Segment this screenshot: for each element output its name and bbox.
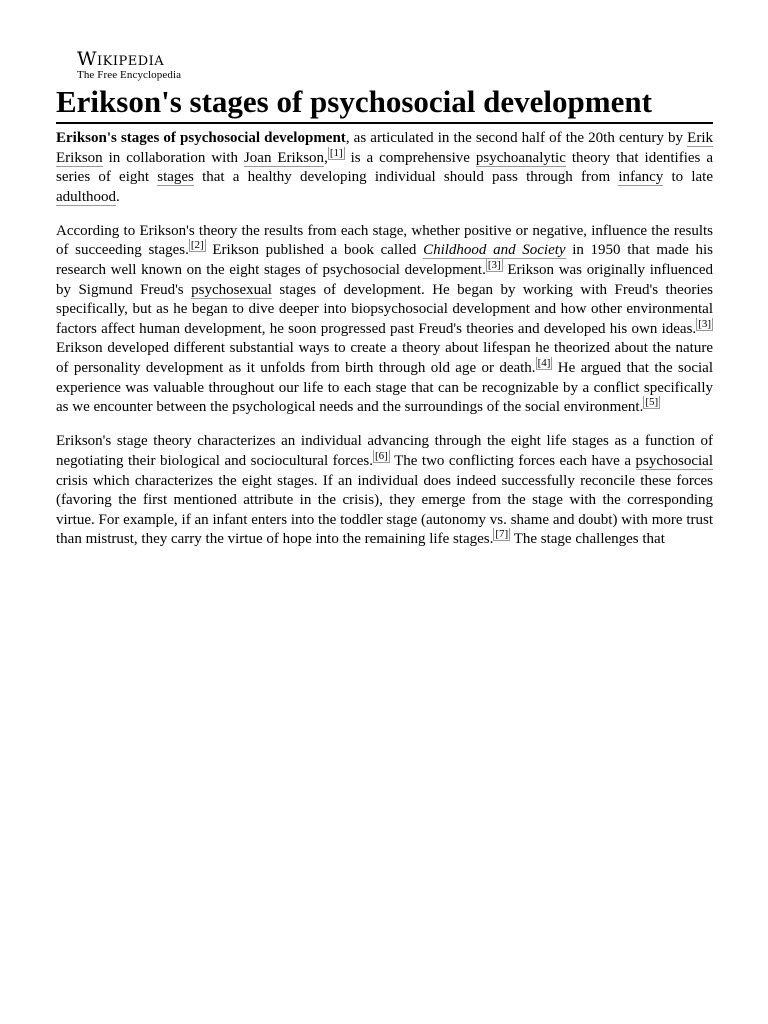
paragraph-text: Erikson developed different substantial ways to create a theory about lifespan he theorized about the nature of personality development as it unfolds from birth through old age or death. (56, 340, 713, 377)
citation-3[interactable] (486, 259, 503, 272)
citation-7[interactable] (493, 528, 510, 541)
citation-label[interactable]: [7] (495, 528, 509, 541)
citation-label[interactable]: [6] (375, 449, 388, 462)
paragraph-text: , as articulated in the second half of the 20th century by (345, 130, 688, 146)
citation-2[interactable] (189, 239, 206, 252)
citation-label[interactable]: [1] (329, 146, 343, 159)
paragraph-text: , (324, 149, 328, 166)
citation-4[interactable] (536, 357, 553, 370)
logo-wordmark: Wikipedia (77, 48, 165, 70)
paragraph-intro (56, 129, 713, 207)
link-childhood-and-society[interactable] (423, 242, 565, 259)
paragraph-text: that a healthy developing individual should pass through from (193, 169, 619, 186)
paragraph-text: The stage challenges that (510, 531, 665, 548)
link-psychosocial[interactable]: psychosocial (635, 452, 713, 469)
citation-1[interactable] (328, 147, 345, 160)
link-psychoanalytic[interactable]: psychoanalytic (475, 149, 566, 166)
paragraph-text: He argued that the social experience was valuable throughout our life to each stage that can be recognizable by a conflict specifically as we encounter between the psychological needs and the surroundings of the social environment. (56, 360, 713, 416)
paragraph-text: crisis which characterizes the eight stages. If an individual does indeed successfully reconcile these forces (favoring the first mentioned attribute in the crisis), they emerge from the stage with the corresponding virtue. For example, if an infant enters into the toddler stage (autonomy vs. shame and doubt) with more trust than mistrust, they carry the virtue of hope into the remaining life stages. (56, 472, 713, 548)
citation-5[interactable] (643, 396, 660, 409)
link-psychosexual[interactable]: psychosexual (191, 281, 272, 298)
link-infancy[interactable]: infancy (618, 169, 664, 186)
wikipedia-logo[interactable] (77, 50, 181, 81)
paragraph-text: According to Erikson's theory the results from each stage, whether positive or negative, influence the results of succeeding stages. (56, 222, 713, 259)
paragraph-text: The two conflicting forces each have a (389, 452, 636, 469)
paragraph-text: in 1950 that made his research well known on the eight stages of psychosocial development. (56, 242, 713, 279)
paragraph-text: Erikson published a book called (205, 242, 424, 259)
paragraph-text: stages of development. He began by working with Freud's theories specifically, but as he began to dive deeper into biopsychosocial development and how other environmental factors affect human development, he soon progressed past Freud's theories and developed his own ideas. (56, 281, 713, 337)
citation-6[interactable] (373, 450, 390, 463)
paragraph-text: Erikson's stage theory characterizes an individual advancing through the eight life stages as a function of negotiating their biological and sociocultural forces. (56, 433, 713, 469)
link-erik-erikson[interactable]: Erik Erikson (56, 130, 713, 166)
logo-tagline: The Free Encyclopedia (77, 69, 182, 81)
lead-bold-term: Erikson's stages of psychosocial development (56, 130, 346, 146)
link-stages[interactable]: stages (157, 169, 194, 186)
paragraph-stage-theory (56, 432, 713, 550)
link-adulthood[interactable]: adulthood (56, 188, 116, 205)
paragraph-text: Erikson was originally influenced by Sigmund Freud's (56, 262, 713, 298)
book-title[interactable]: Childhood and Society (423, 242, 566, 259)
page-title: Erikson's stages of psychosocial development (56, 84, 713, 124)
citation-label[interactable]: [3] (487, 259, 501, 272)
citation-label[interactable]: [5] (645, 396, 659, 409)
paragraph-text: . (116, 188, 120, 205)
paragraph-text: to late (663, 169, 714, 186)
paragraph-text: is a comprehensive (344, 149, 476, 166)
citation-3-repeat[interactable] (696, 318, 713, 331)
link-joan-erikson[interactable]: Joan Erikson (243, 149, 325, 166)
citation-label[interactable]: [4] (537, 357, 551, 370)
article-body (56, 129, 713, 564)
citation-label[interactable]: [3] (698, 317, 711, 330)
citation-label[interactable]: [2] (190, 239, 204, 252)
paragraph-theory (56, 222, 713, 418)
paragraph-text: in collaboration with (102, 149, 244, 166)
paragraph-text: theory that identifies a series of eight (56, 149, 713, 186)
